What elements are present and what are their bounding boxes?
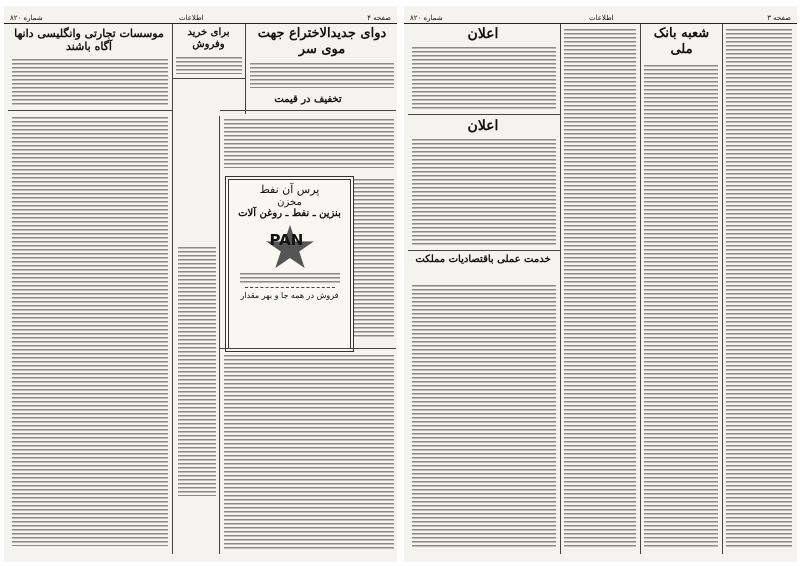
advertisement-box <box>225 176 354 352</box>
right-newspaper-page <box>404 6 797 562</box>
headline-buy-sell: برای خرید وفروش <box>187 27 230 50</box>
paper-name: اطلاعات <box>589 14 614 22</box>
page-number: صفحه ۴ <box>367 14 391 22</box>
paper-name: اطلاعات <box>179 14 204 22</box>
headline-bank: شعبه بانک ملی <box>653 26 710 57</box>
ad-footer: فروش در همه جا و بهر مقدار <box>240 290 339 300</box>
headline-notice: اعلان <box>467 26 499 42</box>
issue-number: شماره ۸۲۰ <box>10 14 43 22</box>
ad-line: پرس آن نفط <box>259 183 320 196</box>
article-text <box>564 28 636 548</box>
headline-merchants: موسسات تجارتی وانگلیسی دانها آگاه باشند <box>14 27 164 54</box>
page-header <box>404 14 797 24</box>
ad-line: بنزین ـ نفط ـ روغن آلات <box>238 208 341 220</box>
headline-economy: خدمت عملی باقتصادیات مملکت <box>415 254 551 265</box>
ad-line: مخزن <box>277 196 302 208</box>
pan-logo: PAN <box>262 223 318 269</box>
headline-hair-medicine: دوای جدیدالاختراع جهت موی سر <box>257 26 387 57</box>
article-text <box>644 64 718 548</box>
article-text <box>250 62 394 88</box>
left-newspaper-page <box>4 6 397 562</box>
article-text <box>12 116 168 546</box>
article-text <box>726 28 792 548</box>
issue-number: شماره ۸۲۰ <box>410 14 443 22</box>
handwritten-text <box>178 246 216 496</box>
article-text <box>224 118 394 168</box>
article-text <box>176 56 242 74</box>
article-text <box>412 46 556 111</box>
page-number: صفحه ۳ <box>767 14 791 22</box>
article-text <box>224 354 394 549</box>
article-text <box>412 138 556 246</box>
article-text <box>12 58 168 106</box>
headline-notice: اعلان <box>467 118 499 134</box>
article-text <box>353 178 394 338</box>
page-header <box>4 14 397 24</box>
article-text <box>412 284 556 548</box>
headline-discount: تخفیف در قیمت <box>274 94 342 105</box>
